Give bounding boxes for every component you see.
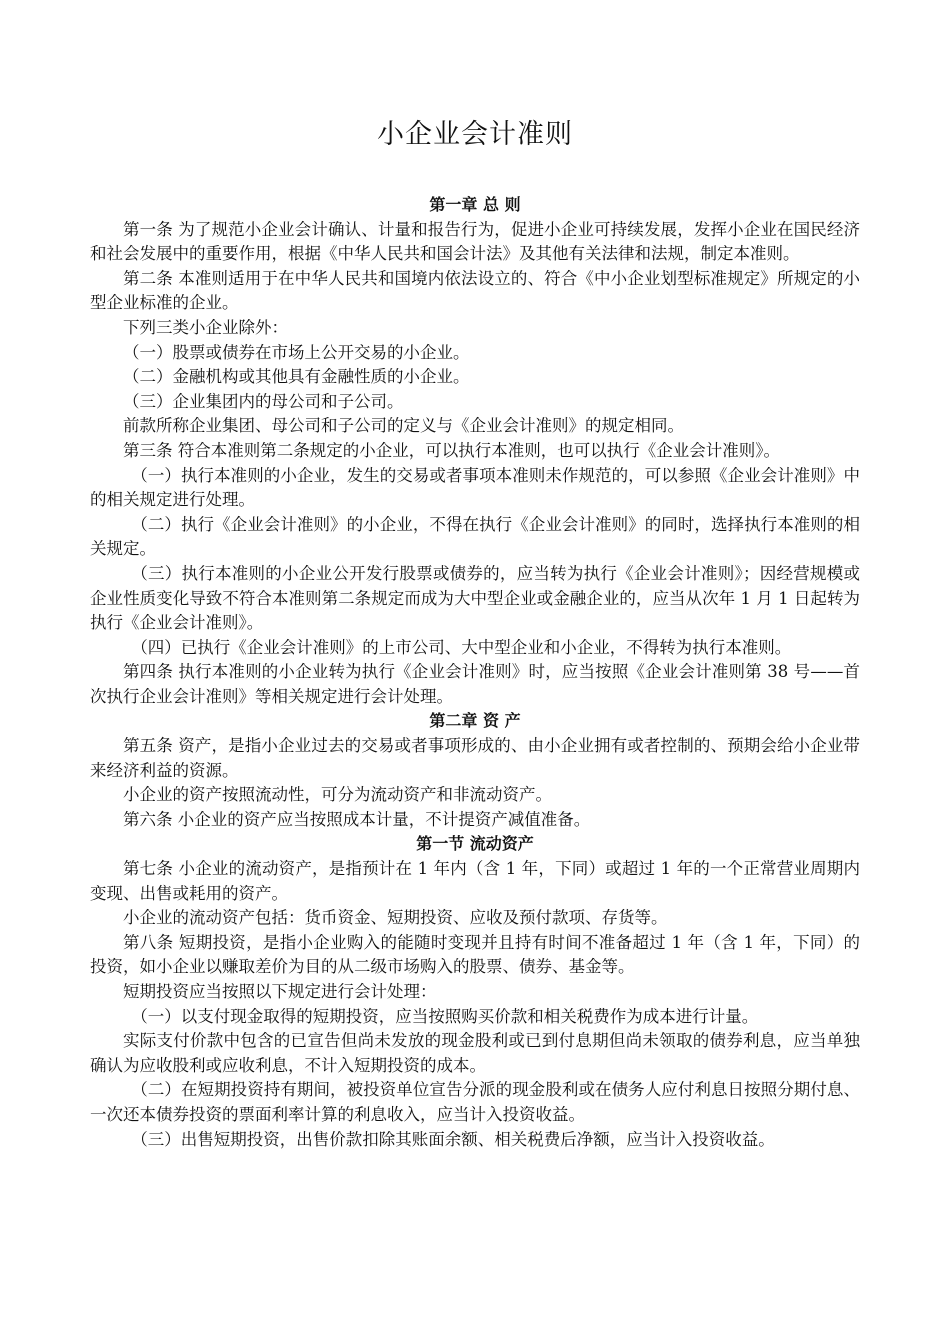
- paragraph: 小企业的资产按照流动性，可分为流动资产和非流动资产。: [123, 785, 552, 805]
- chapter-heading: 第二章 资 产: [429, 711, 521, 731]
- paragraph: （二）金融机构或其他具有金融性质的小企业。: [123, 367, 470, 387]
- clause-item: （一）以支付现金取得的短期投资，应当按照购买价款和相关税费作为成本进行计量。: [131, 1006, 759, 1026]
- paragraph: 第三条 符合本准则第二条规定的小企业，可以执行本准则，也可以执行《企业会计准则》。: [123, 440, 780, 460]
- clause-item: （四）已执行《企业会计准则》的上市公司、大中型企业和小企业，不得转为执行本准则。: [131, 637, 792, 657]
- paragraph: 第六条 小企业的资产应当按照成本计量，不计提资产减值准备。: [123, 809, 591, 829]
- paragraph: 实际支付价款中包含的已宣告但尚未发放的现金股利或已到付息期但尚未领取的债券利息，应当单独确认为应收股利或应收利息，不计入短期投资的成本。: [90, 1031, 860, 1075]
- paragraph: （一）股票或债券在市场上公开交易的小企业。: [123, 342, 470, 362]
- clause-item: （一）执行本准则的小企业，发生的交易或者事项本准则未作规范的，可以参照《企业会计准则》中的相关规定进行处理。: [90, 465, 860, 510]
- section-heading: 第一节 流动资产: [416, 834, 534, 854]
- document-page: [90, 112, 860, 1152]
- paragraph: 短期投资应当按照以下规定进行会计处理：: [123, 982, 437, 1001]
- clause-item: （二）在短期投资持有期间，被投资单位宣告分派的现金股利或在债务人应付利息日按照分期付息、一次还本债券投资的票面利率计算的利息收入，应当计入投资收益。: [90, 1080, 860, 1124]
- paragraph: 第四条 执行本准则的小企业转为执行《企业会计准则》时，应当按照《企业会计准则第 38 号——首次执行企业会计准则》等相关规定进行会计处理。: [90, 662, 860, 706]
- paragraph: 下列三类小企业除外：: [123, 317, 288, 337]
- document-body: [90, 193, 860, 1152]
- paragraph: 第一条 为了规范小企业会计确认、计量和报告行为，促进小企业可持续发展，发挥小企业在国民经济和社会发展中的重要作用，根据《中华人民共和国会计法》及其他有关法律和法规，制定本准则。: [90, 219, 860, 264]
- paragraph: 第七条 小企业的流动资产，是指预计在 1 年内（含 1 年，下同）或超过 1 年的一个正常营业周期内变现、出售或耗用的资产。: [90, 859, 860, 903]
- paragraph: 第二条 本准则适用于在中华人民共和国境内依法设立的、符合《中小企业划型标准规定》所规定的小型企业标准的企业。: [90, 268, 860, 313]
- paragraph: （三）企业集团内的母公司和子公司。: [123, 391, 404, 411]
- clause-item: （三）执行本准则的小企业公开发行股票或债券的，应当转为执行《企业会计准则》；因经营规模或企业性质变化导致不符合本准则第二条规定而成为大中型企业或金融企业的，应当从次年 1 月 1 日起转为执行《企业会计准则》。: [90, 563, 860, 633]
- paragraph: 第五条 资产，是指小企业过去的交易或者事项形成的、由小企业拥有或者控制的、预期会给小企业带来经济利益的资源。: [90, 736, 860, 780]
- chapter-heading: 第一章 总 则: [429, 195, 521, 214]
- clause-item: （三）出售短期投资，出售价款扣除其账面余额、相关税费后净额，应当计入投资收益。: [131, 1129, 775, 1149]
- paragraph: 小企业的流动资产包括：货币资金、短期投资、应收及预付款项、存货等。: [123, 908, 668, 928]
- clause-item: （二）执行《企业会计准则》的小企业，不得在执行《企业会计准则》的同时，选择执行本准则的相关规定。: [90, 514, 860, 559]
- document-title: 小企业会计准则: [377, 119, 573, 150]
- paragraph: 第八条 短期投资，是指小企业购入的能随时变现并且持有时间不准备超过 1 年（含 1 年，下同）的投资，如小企业以赚取差价为目的从二级市场购入的股票、债券、基金等。: [90, 932, 860, 977]
- paragraph: 前款所称企业集团、母公司和子公司的定义与《企业会计准则》的规定相同。: [123, 416, 684, 436]
